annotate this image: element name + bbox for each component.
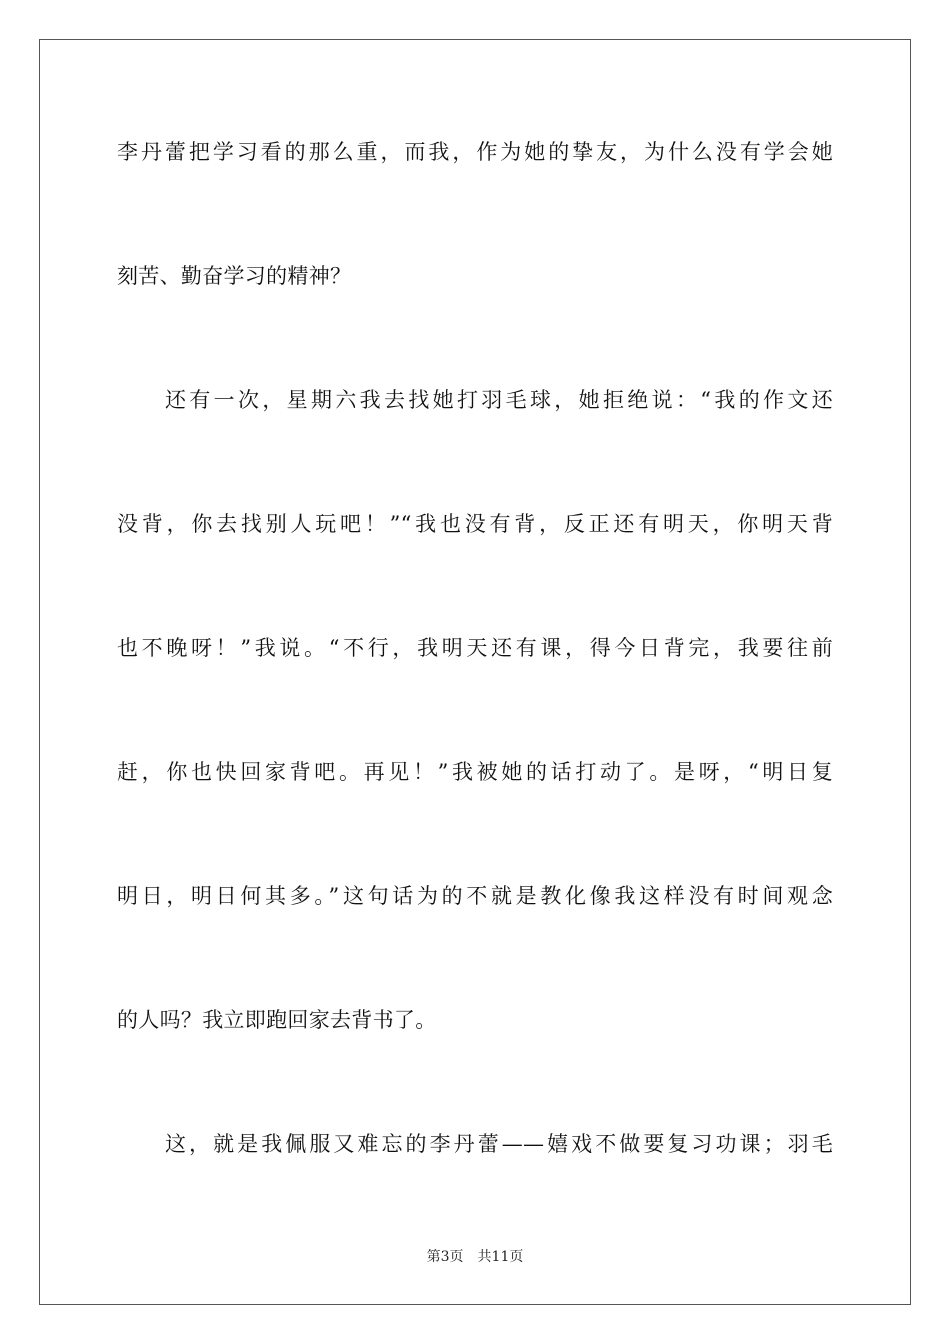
text-line: 没背，你去找别人玩吧！”“我也没有背，反正还有明天，你明天背	[117, 512, 833, 536]
page-number: 第3页	[426, 1249, 464, 1265]
page-border	[39, 39, 911, 1305]
page-total: 共11页	[477, 1249, 524, 1265]
text-line: 还有一次，星期六我去找她打羽毛球，她拒绝说：“我的作文还	[165, 388, 833, 412]
text-line: 明日，明日何其多。”这句话为的不就是教化像我这样没有时间观念	[117, 884, 833, 908]
text-line: 的人吗？我立即跑回家去背书了。	[117, 1008, 437, 1032]
text-line: 赶，你也快回家背吧。再见！”我被她的话打动了。是呀，“明日复	[117, 760, 833, 784]
text-line: 这，就是我佩服又难忘的李丹蕾——嬉戏不做要复习功课；羽毛	[165, 1132, 833, 1156]
text-line: 李丹蕾把学习看的那么重，而我，作为她的挚友，为什么没有学会她	[117, 140, 833, 164]
page-footer	[0, 1247, 950, 1267]
text-line: 刻苦、勤奋学习的精神？	[117, 264, 352, 288]
text-line: 也不晚呀！”我说。“不行，我明天还有课，得今日背完，我要往前	[117, 636, 833, 660]
